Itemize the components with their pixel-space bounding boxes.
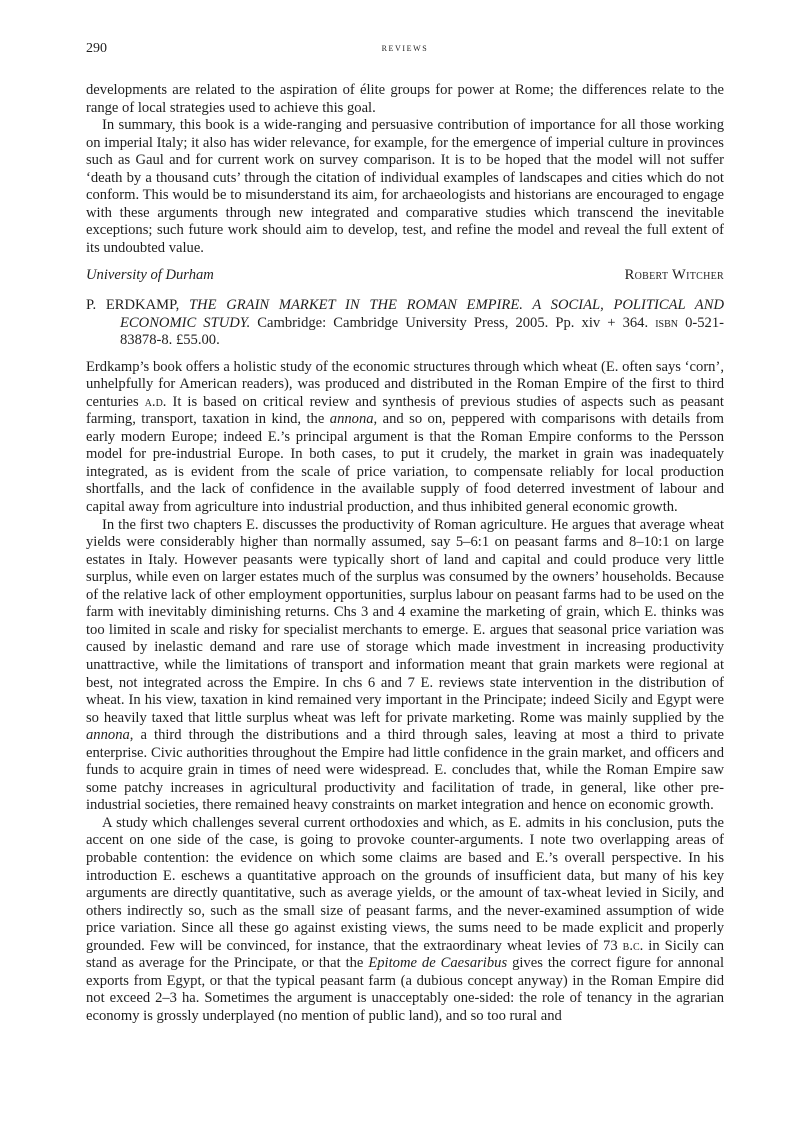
journal-page [86, 40, 724, 1025]
review2-paragraph-2 [86, 517, 724, 815]
text-run: It is based on critical review and synthesis of previous studies of aspects such as peasant farming, transport, taxation in kind, the [86, 393, 724, 428]
book-author: P. ERDKAMP, [86, 297, 189, 314]
review1-signature [86, 267, 724, 285]
running-head: reviews [381, 42, 429, 54]
book-isbn: isbn 0-521-83878-8. £55.00. [120, 314, 724, 349]
italic-title: Epitome de Caesaribus [368, 955, 508, 972]
text-run: , a third through the distributions and a third through sales, leaving at most a third to private enterprise. Civic authorities throughout the Empire had little confidence in the grain market, and officers and funds to acquire grain in times of need were widespread. E. concludes that, while the Roman Empire saw some patchy increases in agricultural productivity and facilitation of trade, in general, like other pre-industrial societies, there remained heavy constraints on market integration and hence on economic growth. [86, 727, 724, 814]
italic-term: annona [86, 727, 130, 744]
text-run: , and so on, peppered with comparisons with details from early modern Europe; indeed E.’s principal argument is that the Roman Empire conforms to the Persson model for pre-industrial Europe. In both cases, to put it crudely, the market in grain was inadequately integrated, as is evident from the scale of price variation, to compensate reliably for local production shortfalls, and the lack of confidence in the available supply of food deterred investment of labour and capital away from agriculture into industrial production, and thus inhibited general economic growth. [86, 411, 724, 516]
review1-paragraph-2: In summary, this book is a wide-ranging and persuasive contribution of importance for all those working on imperial Italy; it also has wider relevance, for example, for the emergence of imperial culture in provinces such as Gaul and for current work on survey comparison. It is to be hoped that the model will not suffer ‘death by a thousand cuts’ through the citation of individual examples of landscapes and cities which do not conform. This would be to misunderstand its aim, for archaeologists and historians are encouraged to engage with these arguments through new integrated and comparative studies which transcend the inevitable exceptions; such future work should aim to develop, test, and refine the model and reveal the full extent of its undoubted value. [86, 117, 724, 256]
text-run: gives the correct figure for annonal exports from Egypt, or that the typical peasant farm (a dubious concept anyway) in the Roman Empire did not exceed 2–3 ha. Sometimes the argument is unacceptably one-sided: the role of tenancy in the agrarian economy is grossly underplayed (no mention of public land), and so too rural and [86, 955, 724, 1024]
book-title: THE GRAIN MARKET IN THE ROMAN EMPIRE. A SOCIAL, POLITICAL AND ECONOMIC STUDY. [120, 297, 724, 331]
reviewer-institution: University of Durham [86, 267, 214, 284]
italic-term: annona [329, 411, 374, 428]
review1-paragraph-1: developments are related to the aspiration of élite groups for power at Rome; the differences relate to the range of local strategies used to achieve this goal. [86, 82, 724, 116]
text-run: A study which challenges several current orthodoxies and which, as E. admits in his conclusion, puts the accent on one side of the case, is going to provoke counter-arguments. I note two overlapping areas of probable contention: the evidence on which some claims are based and E.’s overall perspective. In his introduction E. eschews a quantitative approach on the grounds of insufficient data, but many of his key arguments are directly quantitative, such as average yields, or the amount of tax-wheat levied in Sicily, and others indirectly so, such as the small size of peasant farms, and the never-examined assumption of wide price variation. Since all these go against existing views, the sums need to be made explicit and properly grounded. Few will be convinced, for instance, that the extraordinary wheat levies of 73 [86, 814, 724, 954]
review2-paragraph-3 [86, 815, 724, 1026]
era-abbreviation: b.c. [622, 937, 644, 954]
text-run: Erdkamp’s book offers a holistic study of the economic structures through which wheat (E. often says ‘corn’, unhelpfully for American readers), was produced and distributed in the Roman Empire of the first to third centuries [86, 358, 724, 410]
page-number: 290 [86, 41, 107, 56]
review2-paragraph-1 [86, 359, 724, 517]
book-citation [86, 297, 724, 350]
reviewer-name: Robert Witcher [624, 267, 724, 284]
page-header [86, 40, 724, 58]
text-run: In the first two chapters E. discusses the productivity of Roman agriculture. He argues that average wheat yields were considerably higher than normally assumed, say 5–6:1 on peasant farms and 8–10:1 on large estates in Italy. However peasants were typically short of land and capital and could produce very little surplus, while even on larger estates much of the surplus was consumed by the owners’ households. Because of the relative lack of other employment opportunities, surplus labour on peasant farms had to be used on the farm with inevitably diminishing returns. Chs 3 and 4 examine the marketing of grain, which E. thinks was too limited in scale and risky for specialist merchants to emerge. E. argues that seasonal price variation was caused by inelastic demand and rare use of storage which made investment in increasing productivity unattractive, while the limitations of transport and information meant that grain markets were regional at best, not integrated across the Empire. In chs 6 and 7 E. reviews state intervention in the distribution of wheat. In his view, taxation in kind remained very important in the Principate; indeed Sicily and Egypt were so heavily taxed that little surplus wheat was left for private marketing. Rome was mainly supplied by the [86, 516, 724, 726]
book-publisher: Cambridge: Cambridge University Press, 2005. Pp. xiv + 364. [250, 314, 656, 331]
text-run: in Sicily can stand as average for the Principate, or that the [86, 937, 725, 972]
era-abbreviation: a.d. [144, 393, 167, 410]
